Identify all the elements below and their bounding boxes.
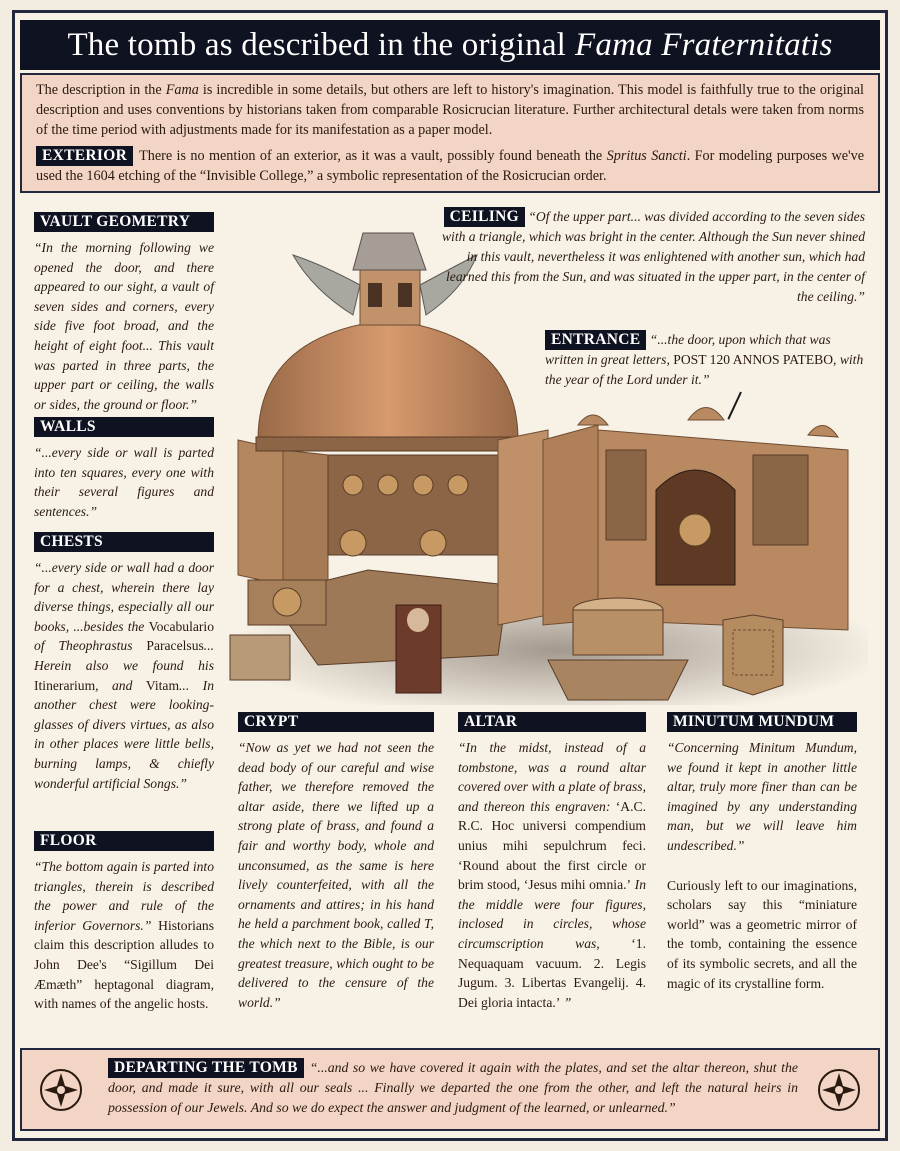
intro-box <box>20 73 880 193</box>
open-book <box>230 635 290 680</box>
exterior-italic: Spritus Sancti <box>606 148 687 164</box>
floor-label: FLOOR <box>34 831 214 851</box>
altar-body <box>573 610 663 655</box>
intro-fama: Fama <box>165 82 199 98</box>
ceiling-text: “Of the upper part... was divided according to the seven sides with a triangle, which was bright in the center. Although the Sun never shined in this vault, nevertheless it was enlightened with another sun, which had learned this from the Sun, and was situated in the upper part, in the center of the ceiling.” <box>441 209 865 304</box>
right-wall-side <box>498 430 548 625</box>
lantern-cap <box>353 233 426 270</box>
altar-base <box>548 660 688 700</box>
minutum-mundum-altar <box>723 615 783 695</box>
altar-section <box>458 712 646 1012</box>
floor-section <box>34 831 214 1014</box>
entrance-label: ENTRANCE <box>545 330 646 350</box>
ceiling-label: CEILING <box>444 207 525 227</box>
minutum-mundum-commentary: Curiously left to our imaginations, scholars say this “miniature world” was a geometric mirror of the tomb, containing the essence of its symbolic secrets, and all the magic of its crystalline form. <box>667 877 857 991</box>
exterior-label: EXTERIOR <box>36 146 133 166</box>
wall-panel <box>238 440 283 585</box>
vault-geometry-label: VAULT GEOMETRY <box>34 212 214 232</box>
lantern-window <box>368 283 382 307</box>
lantern-window <box>398 283 412 307</box>
title-italic: Fama Fraternitatis <box>575 26 833 63</box>
exterior-paragraph <box>36 146 864 186</box>
dome-rim <box>256 437 520 451</box>
minutum-mundum-label: MINUTUM MUNDUM <box>667 712 857 732</box>
chests-label: CHESTS <box>34 532 214 552</box>
vault-geometry-section <box>34 212 214 414</box>
dome <box>258 320 518 440</box>
crypt-head <box>407 608 429 632</box>
entrance-text: “...the door, upon which that was written in great letters, POST 120 ANNOS PATEBO, with the year of the Lord under it.” <box>545 332 864 387</box>
left-wing <box>293 255 360 315</box>
exterior-text-b: . For modeling purposes we've used the 1604 etching of the “Invisible College,” a symbolic representation of the Rosicrucian order. <box>36 148 865 184</box>
walls-label: WALLS <box>34 417 214 437</box>
wall-panel <box>283 450 328 585</box>
rose-cross-icon <box>38 1067 84 1113</box>
walls-section <box>34 417 214 521</box>
crypt-text: “Now as yet we had not seen the dead body of our careful and wise father, we therefore removed the altar aside, there we lifted up a strong plate of brass, and found a fair and worthy body, whole and unconsumed, as the same is here lively counterfeited, with all the ornaments and attires; in his hand he held a parchment book, called T, the which next to the Bible, is our greatest treasure, which ought to be delivered to the censure of the world.” <box>238 740 434 1010</box>
intro-text-b: is incredible in some details, but others are left to history's imagination. This model is faithfully true to the original description and uses conventions by historians taken from comparable Rosicrucian literature. Further architectural detals were taken from norms of the time period with adjustments made for its manifestation as a paper model. <box>36 82 865 138</box>
right-wall-panel <box>543 425 598 625</box>
crypt-label: CRYPT <box>238 712 434 732</box>
floor-text: “The bottom again is parted into triangles, therein is described the power and rule of the inferior Governors.” Historians claim this description alludes to John Dee's “Sigillum Dei Æmæth” heptagonal diagram, with names of the angelic hosts. <box>34 859 215 1012</box>
intro-text-a: The description in the <box>36 82 166 98</box>
page-title <box>20 20 880 70</box>
title-main: The tomb as described in the original <box>67 26 567 63</box>
altar-label: ALTAR <box>458 712 646 732</box>
intro-paragraph <box>36 80 864 140</box>
chest-seal <box>273 588 301 616</box>
exterior-text-a: There is no mention of an exterior, as it was a vault, possibly found beneath the <box>139 148 607 164</box>
departing-quote: “...and so we have covered it again with the plates, and set the altar thereon, shut the door, and made it sure, with all our seals ... Finally we departed the one from the other, and left the natural heirs in possession of our Jewels. And so we do expect the answer and judgment of the learned, or unlearned.” <box>108 1060 798 1115</box>
departing-box <box>20 1048 880 1131</box>
departing-label: DEPARTING THE TOMB <box>108 1058 304 1078</box>
entrance-section <box>545 330 865 390</box>
vault-geometry-text: “In the morning following we opened the door, and there appeared to our sight, a vault of seven sides and corners, every side five foot broad, and the height of eight foot... This vault was parted in three parts, the upper part or ceiling, the walls or sides, the ground or floor.” <box>34 240 214 412</box>
altar-text: “In the midst, instead of a tombstone, was a round altar covered over with a plate of brass, and thereon this engraven: ‘A.C. R.C. Hoc universi compendium unius mihi sepulchrum feci. ‘Round about the first circle or brim stood, ‘Jesus mihi omnia.’ In the middle were four figures, inclosed in circles, whose circumscription was, ‘1. Nequaquam vacuum. 2. Legis Jugum. 3. Libertas Evangelij. 4. Dei gloria intacta.’ ” <box>458 740 646 1010</box>
crypt-section <box>238 712 434 1012</box>
rose-cross-icon <box>816 1067 862 1113</box>
door-medallion <box>679 514 711 546</box>
minutum-mundum-section <box>667 712 857 993</box>
chests-text: “...every side or wall had a door for a chest, wherein there lay diverse things, especially all our books, ...besides the Vocabulario of Theophrastus Paracelsus... Herein also we found his Itinerarium, and Vitam... In another chest were looking-glasses of divers virtues, as also in other places were little bells, burning lamps, & chiefly wonderful artificial Songs.” <box>34 560 215 791</box>
walls-text: “...every side or wall is parted into ten squares, every one with their several figures and sentences.” <box>34 445 214 519</box>
chests-section <box>34 532 214 793</box>
ceiling-section <box>435 207 865 307</box>
departing-text <box>108 1058 798 1118</box>
minutum-mundum-quote: “Concerning Minitum Mundum, we found it kept in another little altar, truly more finer than can be imagined by any understanding man, but we will leave him undescribed.” <box>667 740 857 853</box>
